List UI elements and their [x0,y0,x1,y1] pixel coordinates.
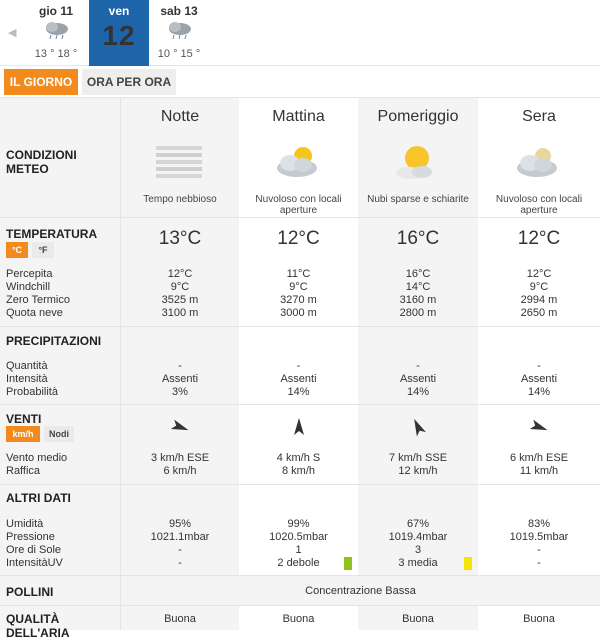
wind-direction-icon [408,417,428,437]
snow-level: 3100 m [161,307,199,319]
uv-level-swatch [464,557,472,570]
precipitation-header: PRECIPITAZIONI [6,334,102,348]
precip-intensity: Assenti [161,373,199,385]
period-morning: Mattina [272,108,325,125]
tab-hourly[interactable]: ORA PER ORA [82,69,176,95]
temp-perceived: 12°C [526,268,552,280]
day-temps: 10 ° 15 ° [157,48,201,60]
temp-value: 12°C [277,228,320,249]
cloud-sun-icon [513,142,563,182]
temp-windchill: 9°C [170,281,190,293]
wind-gust: 6 km/h [163,465,197,477]
snow-level: 2650 m [520,307,558,319]
day-temps: 13 ° 18 ° [34,48,78,60]
freezing-level: 2994 m [520,294,558,306]
pollen-row [0,576,600,606]
temperature-row [0,218,600,327]
condition-desc: Nuvoloso con locali aperture [495,194,583,216]
air-quality-value: Buona [402,613,434,625]
precip-amount: - [416,360,420,372]
humidity: 67% [406,518,430,530]
freezing-level: 3160 m [399,294,437,306]
sun-hours: 3 [414,544,422,556]
label-avg-wind: Vento medio [6,452,68,464]
unit-fahrenheit-button[interactable]: °F [32,242,54,258]
unit-celsius-button[interactable]: °C [6,242,28,258]
label-sun-hours: Ore di Sole [6,544,62,556]
day-fri-selected[interactable] [89,0,149,66]
precip-intensity: Assenti [399,373,437,385]
wind-speed: 4 km/h S [276,452,321,464]
condition-desc: Nubi sparse e schiarite [367,194,469,205]
uv-index: 3 media [398,557,438,569]
humidity: 99% [287,518,310,530]
air-quality-value: Buona [282,613,315,625]
label-pressure: Pressione [6,531,55,543]
temp-windchill: 9°C [289,281,308,293]
sun-hours: - [537,544,541,556]
label-humidity: Umidità [6,518,44,530]
wind-col [478,405,600,484]
other-data-header: ALTRI DATI [6,491,71,505]
day-number: 12 [102,20,136,51]
precip-probability: 3% [172,386,188,398]
pressure: 1020.5mbar [269,531,328,543]
label-gust: Raffica [6,465,41,477]
label-freezing-level: Zero Termico [6,294,70,306]
wind-col [358,405,478,484]
conditions-row [0,98,600,218]
wind-gust: 8 km/h [281,465,315,477]
label-intensity: Intensità [6,373,48,385]
precip-probability: 14% [527,386,551,398]
cloud-sun-icon [273,142,323,182]
cloud-rain-icon [165,20,195,40]
temp-value: 12°C [517,228,561,249]
label-uv: IntensitàUV [6,557,63,569]
precip-amount: - [178,360,182,372]
day-thu[interactable] [27,0,85,66]
uv-index: - [178,557,182,569]
cloud-rain-icon [42,20,72,40]
uv-index: - [537,557,541,569]
precip-intensity: Assenti [520,373,558,385]
freezing-level: 3525 m [161,294,199,306]
wind-col [121,405,239,484]
condition-desc: Tempo nebbioso [143,194,217,205]
temp-windchill: 9°C [529,281,549,293]
unit-kmh-button[interactable]: km/h [6,426,40,442]
humidity: 95% [168,518,192,530]
wind-gust: 11 km/h [519,465,559,477]
condition-desc: Nuvoloso con locali aperture [255,194,342,216]
view-tabs [0,66,600,98]
snow-level: 2800 m [399,307,437,319]
wind-speed: 7 km/h SSE [388,452,448,464]
wind-header: VENTI [6,412,42,426]
air-quality-header: QUALITÀ DELL'ARIA [6,612,70,640]
wind-row [0,405,600,485]
temp-value: 16°C [396,228,440,249]
day-name: ven [108,4,130,18]
period-night: Notte [160,108,200,125]
wind-direction-icon [289,417,309,437]
pollen-header: POLLINI [6,585,54,599]
temp-windchill: 14°C [405,281,431,293]
sun-hours: 1 [295,544,302,556]
day-sat[interactable] [150,0,208,66]
humidity: 83% [527,518,551,530]
temp-value: 13°C [158,228,202,249]
air-quality-value: Buona [523,613,555,625]
label-amount: Quantità [6,360,48,372]
precip-probability: 14% [287,386,310,398]
day-name: sab 13 [160,4,198,18]
period-evening: Sera [522,108,556,125]
uv-index: 2 debole [277,557,320,569]
pressure: 1021.1mbar [150,531,210,543]
conditions-header: CONDIZIONI METEO [6,148,77,176]
precip-probability: 14% [406,386,430,398]
wind-direction-icon [170,417,190,437]
fog-icon [154,144,204,184]
day-selector [0,0,600,66]
air-quality-value: Buona [164,613,196,625]
snow-level: 3000 m [280,307,317,319]
air-quality-row [0,606,600,640]
precip-amount: - [537,360,541,372]
precip-amount: - [296,360,301,372]
pressure: 1019.5mbar [509,531,569,543]
period-afternoon: Pomeriggio [377,108,459,125]
uv-level-swatch [344,557,352,570]
freezing-level: 3270 m [280,294,317,306]
precip-intensity: Assenti [280,373,317,385]
temp-perceived: 12°C [167,268,193,280]
wind-col [239,405,358,484]
wind-gust: 12 km/h [398,465,438,477]
wind-speed: 3 km/h ESE [150,452,210,464]
prev-day-arrow-icon[interactable]: ◀ [8,27,17,39]
other-data-row [0,485,600,576]
precipitation-row [0,327,600,405]
temperature-header: TEMPERATURA [6,227,98,241]
temp-perceived: 11°C [286,268,311,280]
pressure: 1019.4mbar [388,531,448,543]
temp-perceived: 16°C [405,268,431,280]
unit-knots-button[interactable]: Nodi [44,426,74,442]
wind-direction-icon [529,417,549,437]
tab-day[interactable]: IL GIORNO [4,69,78,95]
label-probability: Probabilità [6,386,58,398]
wind-speed: 6 km/h ESE [509,452,569,464]
pollen-value: Concentrazione Bassa [121,576,600,605]
label-perceived: Percepita [6,268,53,280]
sun-hours: - [178,544,182,556]
day-name: gio 11 [38,4,73,18]
sun-cloud-icon [392,142,442,182]
label-windchill: Windchill [6,281,51,293]
label-snow-level: Quota neve [6,307,63,319]
